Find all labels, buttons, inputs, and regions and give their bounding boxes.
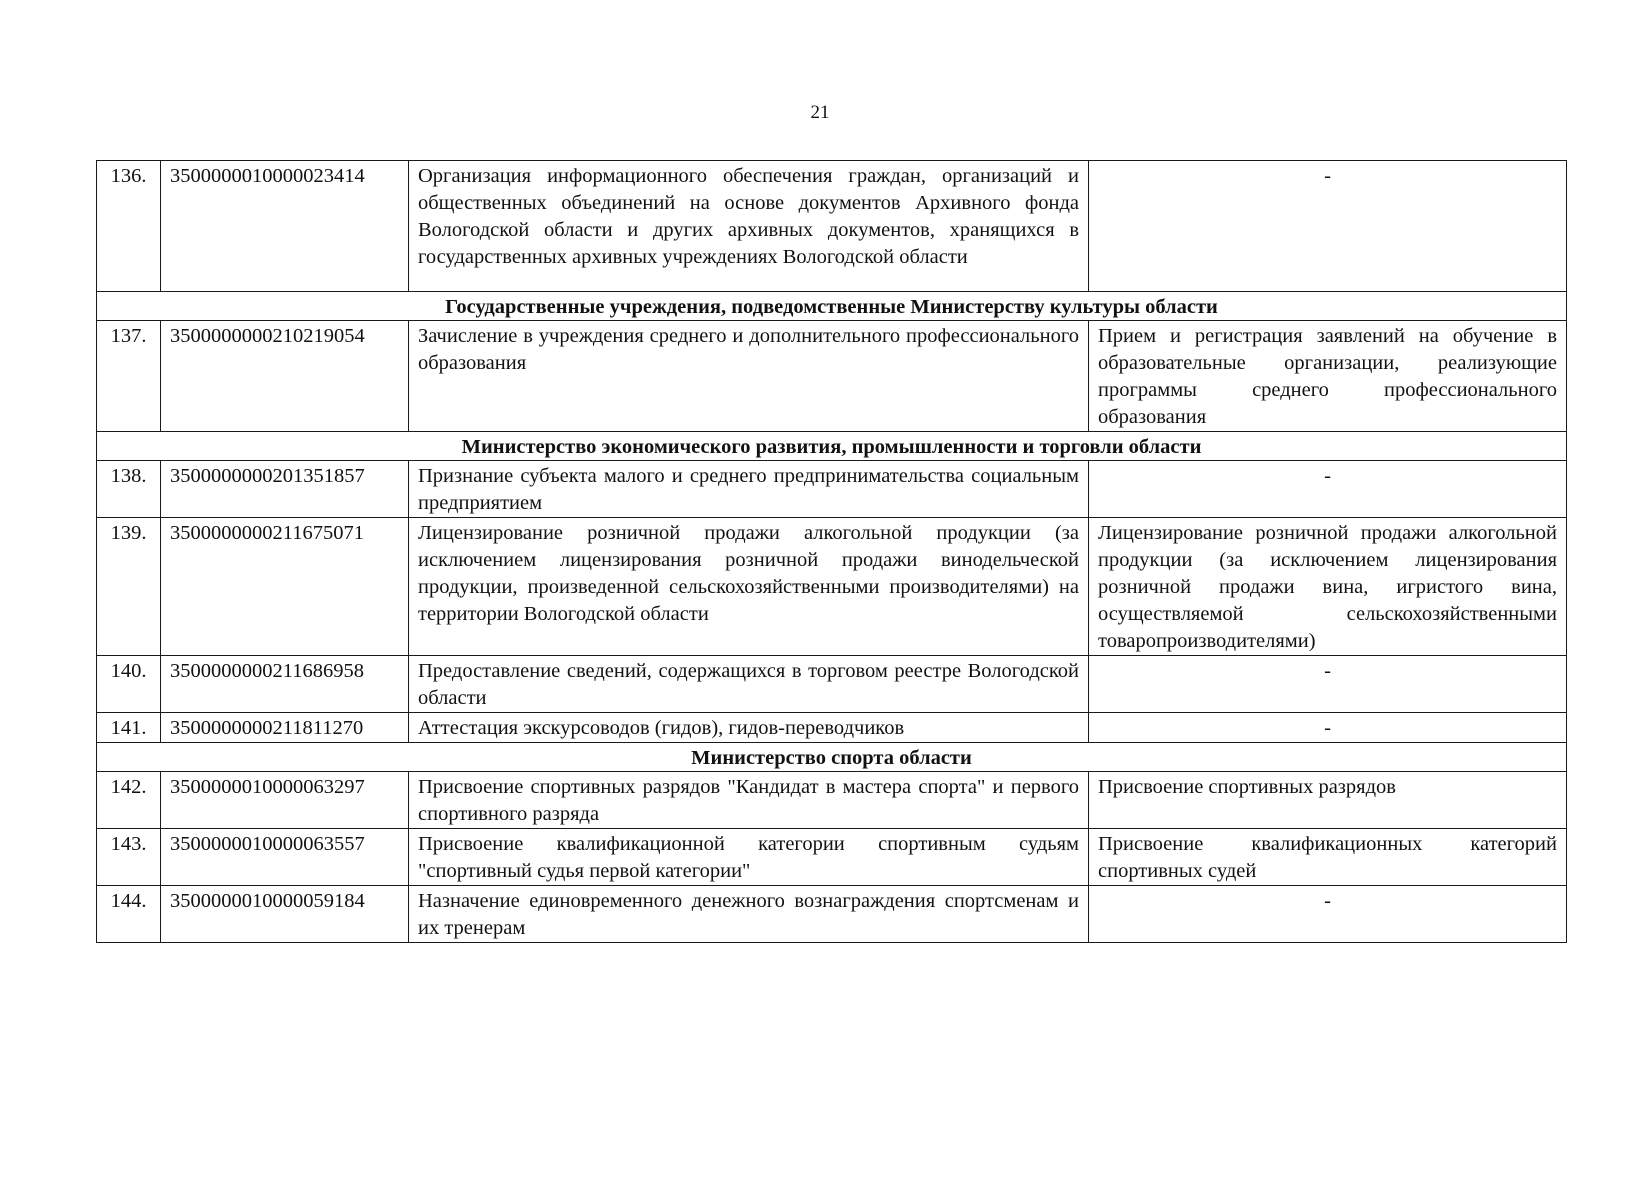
service-name: Организация информационного обеспечения граждан, организаций и общественных объединений на основе документов Архивного фонда Вологодской области и других архивных документов, хранящихся в государственных архивных учреждениях Вологодской области [409,161,1089,292]
section-header-row [97,432,1567,461]
row-number: 136. [97,161,161,292]
row-number: 143. [97,829,161,886]
related-service: - [1089,461,1567,518]
service-code: 3500000010000059184 [161,886,409,943]
service-code: 3500000010000063557 [161,829,409,886]
service-name: Предоставление сведений, содержащихся в торговом реестре Вологодской области [409,656,1089,713]
row-number: 144. [97,886,161,943]
related-service: - [1089,161,1567,292]
table-row [97,518,1567,656]
section-title: Министерство спорта области [97,743,1567,772]
service-code: 3500000000210219054 [161,321,409,432]
row-number: 140. [97,656,161,713]
related-service: Прием и регистрация заявлений на обучение в образовательные организации, реализующие программы среднего профессионального образования [1089,321,1567,432]
service-name: Лицензирование розничной продажи алкогольной продукции (за исключением лицензирования розничной продажи винодельческой продукции, произведенной сельскохозяйственными производителями) на территории Вологодской области [409,518,1089,656]
page-number: 21 [810,102,830,123]
service-code: 3500000000201351857 [161,461,409,518]
table-row [97,161,1567,292]
service-name: Признание субъекта малого и среднего предпринимательства социальным предприятием [409,461,1089,518]
table-row [97,713,1567,743]
service-code: 3500000000211675071 [161,518,409,656]
related-service: Лицензирование розничной продажи алкогольной продукции (за исключением лицензирования розничной продажи вина, игристого вина, осуществляемой сельскохозяйственными товаропроизводителями) [1089,518,1567,656]
row-number: 138. [97,461,161,518]
table-row [97,772,1567,829]
service-name: Присвоение квалификационной категории спортивным судьям "спортивный судья первой категории" [409,829,1089,886]
service-code: 3500000000211686958 [161,656,409,713]
table-row [97,886,1567,943]
related-service: - [1089,656,1567,713]
related-service: Присвоение квалификационных категорий спортивных судей [1089,829,1567,886]
services-table [96,160,1567,943]
service-name: Назначение единовременного денежного вознаграждения спортсменам и их тренерам [409,886,1089,943]
row-number: 139. [97,518,161,656]
section-title: Министерство экономического развития, промышленности и торговли области [97,432,1567,461]
table-row [97,656,1567,713]
table-row [97,461,1567,518]
table-row [97,829,1567,886]
section-title: Государственные учреждения, подведомственные Министерству культуры области [97,292,1567,321]
row-number: 142. [97,772,161,829]
section-header-row [97,743,1567,772]
service-code: 3500000010000063297 [161,772,409,829]
table-row [97,321,1567,432]
service-name: Зачисление в учреждения среднего и дополнительного профессионального образования [409,321,1089,432]
service-name: Присвоение спортивных разрядов "Кандидат в мастера спорта" и первого спортивного разряда [409,772,1089,829]
related-service: - [1089,713,1567,743]
row-number: 141. [97,713,161,743]
related-service: - [1089,886,1567,943]
service-code: 3500000010000023414 [161,161,409,292]
service-name: Аттестация экскурсоводов (гидов), гидов-переводчиков [409,713,1089,743]
service-code: 3500000000211811270 [161,713,409,743]
section-header-row [97,292,1567,321]
related-service: Присвоение спортивных разрядов [1089,772,1567,829]
row-number: 137. [97,321,161,432]
